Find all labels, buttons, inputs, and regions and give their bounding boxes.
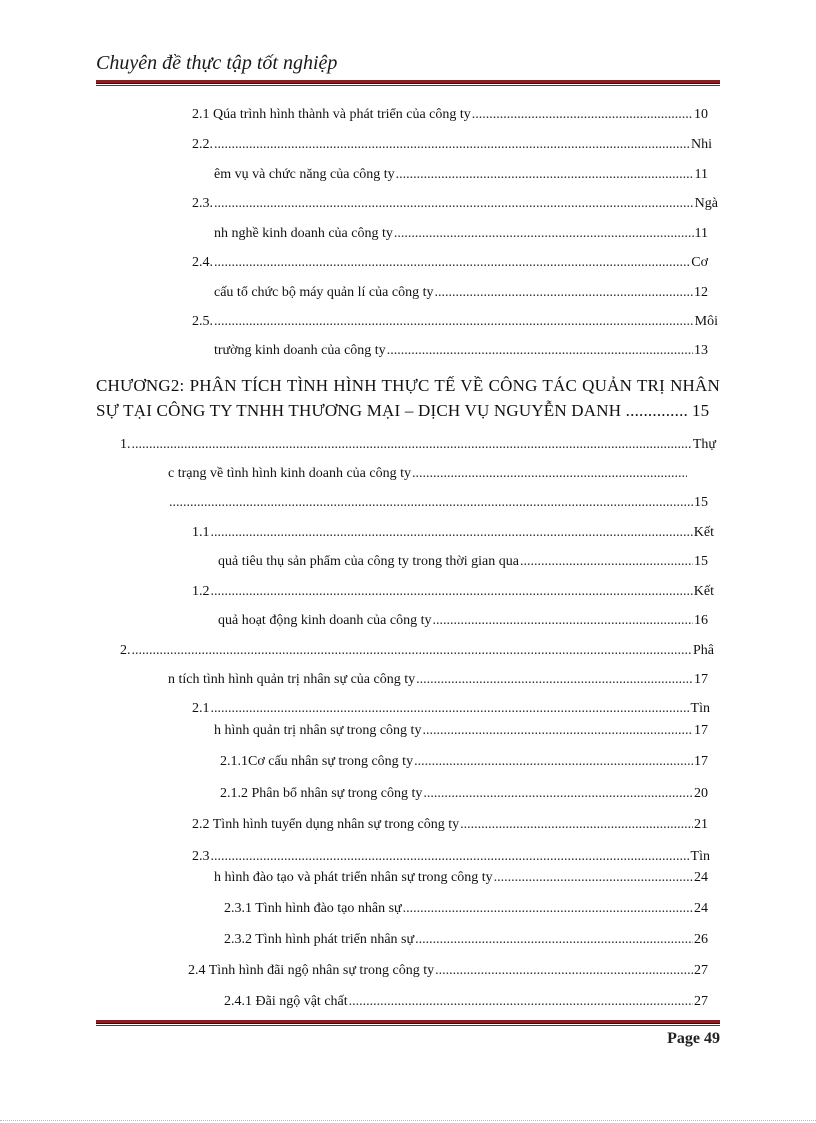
toc-entry[interactable] [218,553,708,571]
toc-entry-end: Ngà [694,196,718,211]
toc-leader-dots [214,136,690,154]
toc-entry-text: êm vụ và chức năng của công ty [214,167,395,182]
toc-leader-dots [132,642,693,660]
toc-entry-end: Cơ [691,255,708,270]
toc-leader-dots [435,962,693,980]
toc-leader-dots [214,254,690,272]
toc-leader-dots [414,753,693,771]
toc-entry-text: 1. [120,437,131,452]
toc-entry[interactable] [192,583,714,601]
toc-leader-dots [412,465,687,483]
toc-leader-dots [214,195,694,213]
toc-entry-end: Môi [694,314,718,329]
toc-entry-page: 24 [694,901,708,916]
toc-entry-end: Kết [693,525,714,540]
toc-entry-text: 2.5. [192,314,213,329]
toc-entry[interactable] [224,993,708,1011]
toc-leader-dots [211,700,690,718]
toc-entry-page: 12 [694,285,708,300]
toc-entry-text: 2.3. [192,196,213,211]
toc-entry-end: Tìn [690,701,710,716]
toc-leader-dots [494,869,693,887]
toc-entry[interactable] [168,494,708,512]
toc-leader-dots [211,583,693,601]
toc-entry-text: 2.2. [192,137,213,152]
chapter-page: 15 [691,401,710,420]
toc-entry-text: 2.1 Qúa trình hình thành và phát triển của công ty [192,107,471,122]
toc-entry-page: 13 [694,343,708,358]
page-edge-divider [0,1120,816,1121]
toc-entry[interactable] [168,671,708,689]
toc-entry[interactable] [214,342,708,360]
toc-entry-page: 26 [694,932,708,947]
toc-entry[interactable] [214,166,708,184]
toc-entry-text: 2.4.1 Đãi ngộ vật chất [224,994,348,1009]
toc-entry-end: Kết [693,584,714,599]
toc-entry-text: trường kinh doanh của công ty [214,343,386,358]
toc-leader-dots [460,816,693,834]
toc-entry-page: 17 [694,754,708,769]
toc-entry-text: h hình quản trị nhân sự trong công ty [214,723,422,738]
toc-entry[interactable] [220,753,708,771]
toc-chapter-heading[interactable] [96,373,720,423]
toc-entry-page: 16 [694,613,708,628]
toc-entry-text: c trạng về tình hình kinh doanh của công ty [168,466,411,481]
toc-entry[interactable] [214,722,708,740]
toc-entry-text: 2. [120,643,131,658]
toc-entry-text: 2.2 Tình hình tuyển dụng nhân sự trong công ty [192,817,460,832]
toc-leader-dots [416,671,693,689]
toc-leader-dots [415,931,693,949]
toc-entry-page: 15 [694,554,708,569]
toc-entry[interactable] [192,136,712,154]
toc-entry-text: h hình đào tạo và phát triển nhân sự trong công ty [214,870,493,885]
toc-entry[interactable] [214,225,708,243]
toc-entry-page: 21 [694,817,708,832]
toc-entry[interactable] [192,254,708,272]
toc-entry[interactable] [188,962,708,980]
toc-entry-text: quả tiêu thụ sản phẩm của công ty trong thời gian qua [218,554,519,569]
toc-entry-page: 20 [694,786,708,801]
toc-entry[interactable] [224,900,708,918]
toc-entry[interactable] [168,465,688,483]
toc-leader-dots [169,494,693,512]
toc-entry-page: 17 [694,723,708,738]
toc-entry[interactable] [192,848,710,866]
toc-entry-text: 2.3.1 Tình hình đào tạo nhân sự [224,901,402,916]
toc-entry[interactable] [192,106,708,124]
toc-entry-text: 2.1.1Cơ cấu nhân sự trong công ty [220,754,414,769]
toc-entry[interactable] [220,785,708,803]
toc-entry[interactable] [192,816,708,834]
toc-leader-dots [349,993,693,1011]
toc-entry-page: 24 [694,870,708,885]
toc-entry-text: 1.2 [192,584,210,599]
toc-leader-dots [211,848,690,866]
toc-entry-page: 10 [694,107,708,122]
toc-entry-text: nh nghề kinh doanh của công ty [214,226,393,241]
toc-entry[interactable] [224,931,708,949]
toc-leader-dots [422,722,693,740]
toc-leader-dots [472,106,693,124]
toc-entry-text: n tích tình hình quản trị nhân sự của công ty [168,672,416,687]
toc-entry-text: 1.1 [192,525,210,540]
toc-leader-dots [434,284,693,302]
toc-entry[interactable] [192,313,718,331]
document-header-title: Chuyên đề thực tập tốt nghiệp [96,52,338,74]
toc-entry-text: cấu tổ chức bộ máy quản lí của công ty [214,285,434,300]
toc-entry-page: 17 [694,672,708,687]
toc-leader-dots [132,436,692,454]
toc-entry-page: 15 [694,495,708,510]
toc-leader-dots [394,225,694,243]
footer-rule [96,1020,720,1024]
toc-entry-text: 2.4. [192,255,213,270]
toc-entry-page: 27 [694,963,708,978]
toc-entry-text: 2.1 [192,701,210,716]
toc-entry-page: 27 [694,994,708,1009]
toc-leader-dots [423,785,693,803]
toc-leader-dots [211,524,693,542]
toc-entry-text: 2.3.2 Tình hình phát triển nhân sự [224,932,415,947]
toc-entry[interactable] [192,700,710,718]
toc-entry-page: 11 [694,226,708,241]
toc-entry-page: 11 [694,167,708,182]
toc-entry[interactable] [214,284,708,302]
toc-leader-dots [387,342,693,360]
toc-entry-text: 2.1.2 Phân bổ nhân sự trong công ty [220,786,423,801]
toc-entry[interactable] [218,612,708,630]
toc-entry-end: Thự [692,437,716,452]
toc-leader-dots [432,612,693,630]
chapter-title: CHƯƠNG2: PHÂN TÍCH TÌNH HÌNH THỰC TẾ VỀ CÔNG TÁC QUẢN TRỊ NHÂN SỰ TẠI CÔNG TY TNHH THƯƠNG MẠI – DỊCH VỤ NGUYỄN DANH .............. [96,376,720,420]
toc-entry[interactable] [120,642,714,660]
toc-entry-end: Tìn [690,849,710,864]
toc-leader-dots [403,900,693,918]
toc-leader-dots [214,313,694,331]
toc-entry-end: Phâ [693,643,714,658]
header-rule [96,80,720,84]
toc-entry[interactable] [214,869,708,887]
toc-leader-dots [520,553,693,571]
toc-entry-text: quả hoạt động kinh doanh của công ty [218,613,432,628]
page-number: Page 49 [667,1030,720,1047]
toc-entry-text: 2.3 [192,849,210,864]
toc-entry[interactable] [120,436,716,454]
toc-entry[interactable] [192,195,718,213]
toc-leader-dots [396,166,694,184]
toc-entry[interactable] [192,524,714,542]
toc-entry-text: 2.4 Tình hình đãi ngộ nhân sự trong công ty [188,963,435,978]
toc-entry-end: Nhi [691,137,712,152]
